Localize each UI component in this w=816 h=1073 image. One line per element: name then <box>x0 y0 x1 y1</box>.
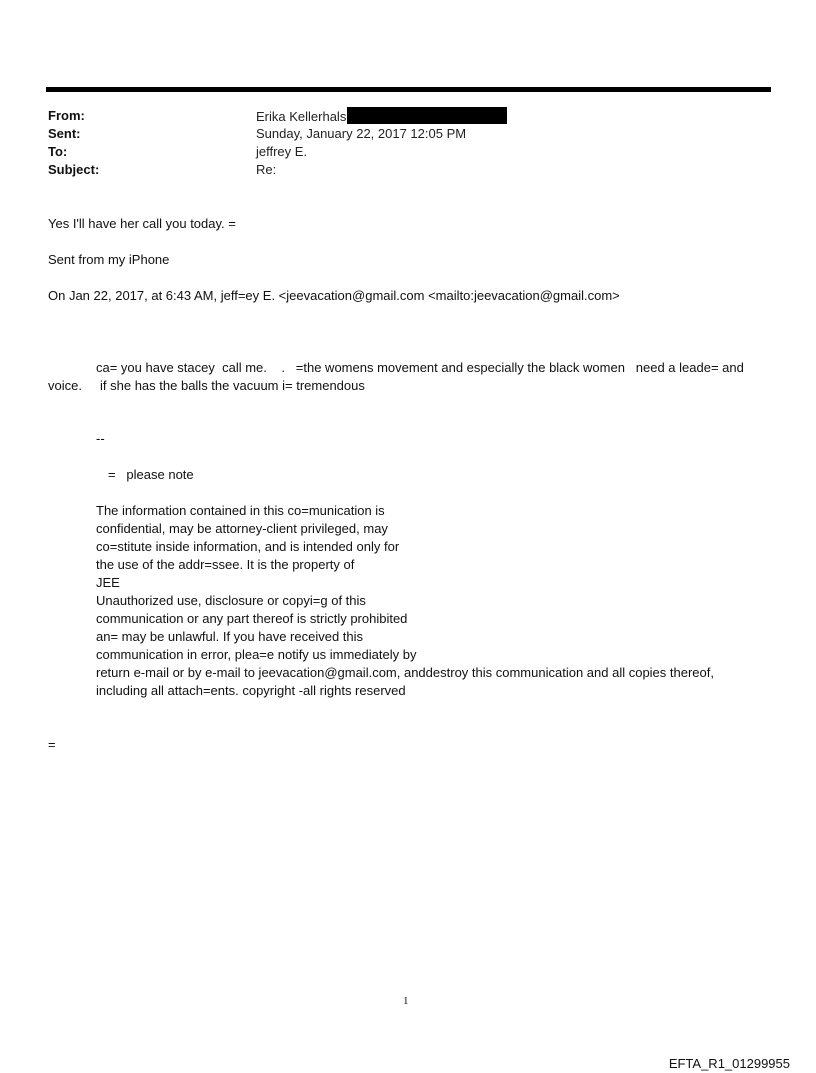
disclaimer-line: an= may be unlawful. If you have received this <box>96 629 364 644</box>
disclaimer-line: JEE <box>96 575 120 590</box>
quoted-line-2: voice. if she has the balls the vacuum i= tremendous <box>48 378 365 393</box>
disclaimer-line: including all attach=ents. copyright -all rights reserved <box>96 683 406 698</box>
disclaimer-line: return e-mail or by e-mail to jeevacation@gmail.com, anddestroy this communication and all copies thereof, <box>96 665 714 680</box>
to-label: To: <box>48 144 68 159</box>
page-number: 1 <box>403 995 409 1007</box>
from-label: From: <box>48 108 85 123</box>
quoted-line-1: ca= you have stacey call me. . =the womens movement and especially the black women need a leade= and <box>96 360 744 375</box>
bates-number: EFTA_R1_01299955 <box>668 1056 790 1071</box>
disclaimer-line: the use of the addr=ssee. It is the property of <box>96 557 355 572</box>
disclaimer-line: Unauthorized use, disclosure or copyi=g of this <box>96 593 366 608</box>
disclaimer-line: confidential, may be attorney-client privileged, may <box>96 521 388 536</box>
sent-value: Sunday, January 22, 2017 12:05 PM <box>256 126 467 141</box>
disclaimer-line: communication in error, plea=e notify us immediately by <box>96 647 417 662</box>
redaction-block <box>347 107 507 124</box>
sent-label: Sent: <box>48 126 81 141</box>
quoted-header: On Jan 22, 2017, at 6:43 AM, jeff=ey E. <jeevacation@gmail.com <mailto:jeevacation@gmail.com> <box>48 288 620 303</box>
disclaimer-line: The information contained in this co=munication is <box>96 503 385 518</box>
disclaimer-line: co=stitute inside information, and is intended only for <box>96 539 400 554</box>
note-line: = please note <box>108 467 194 482</box>
disclaimer-block <box>96 502 714 700</box>
to-value: jeffrey E. <box>256 144 308 159</box>
signature-text: Sent from my iPhone <box>48 252 170 267</box>
trailing-equals: = <box>48 737 56 752</box>
subject-value: Re: <box>256 162 277 177</box>
sender-name: Erika Kellerhals <box>256 109 347 124</box>
separator-text: -- <box>96 431 105 446</box>
from-value <box>256 107 507 126</box>
disclaimer-line: communication or any part thereof is strictly prohibited <box>96 611 408 626</box>
header-rule <box>46 87 771 92</box>
reply-text: Yes I'll have her call you today. = <box>48 216 236 231</box>
subject-label: Subject: <box>48 162 100 177</box>
